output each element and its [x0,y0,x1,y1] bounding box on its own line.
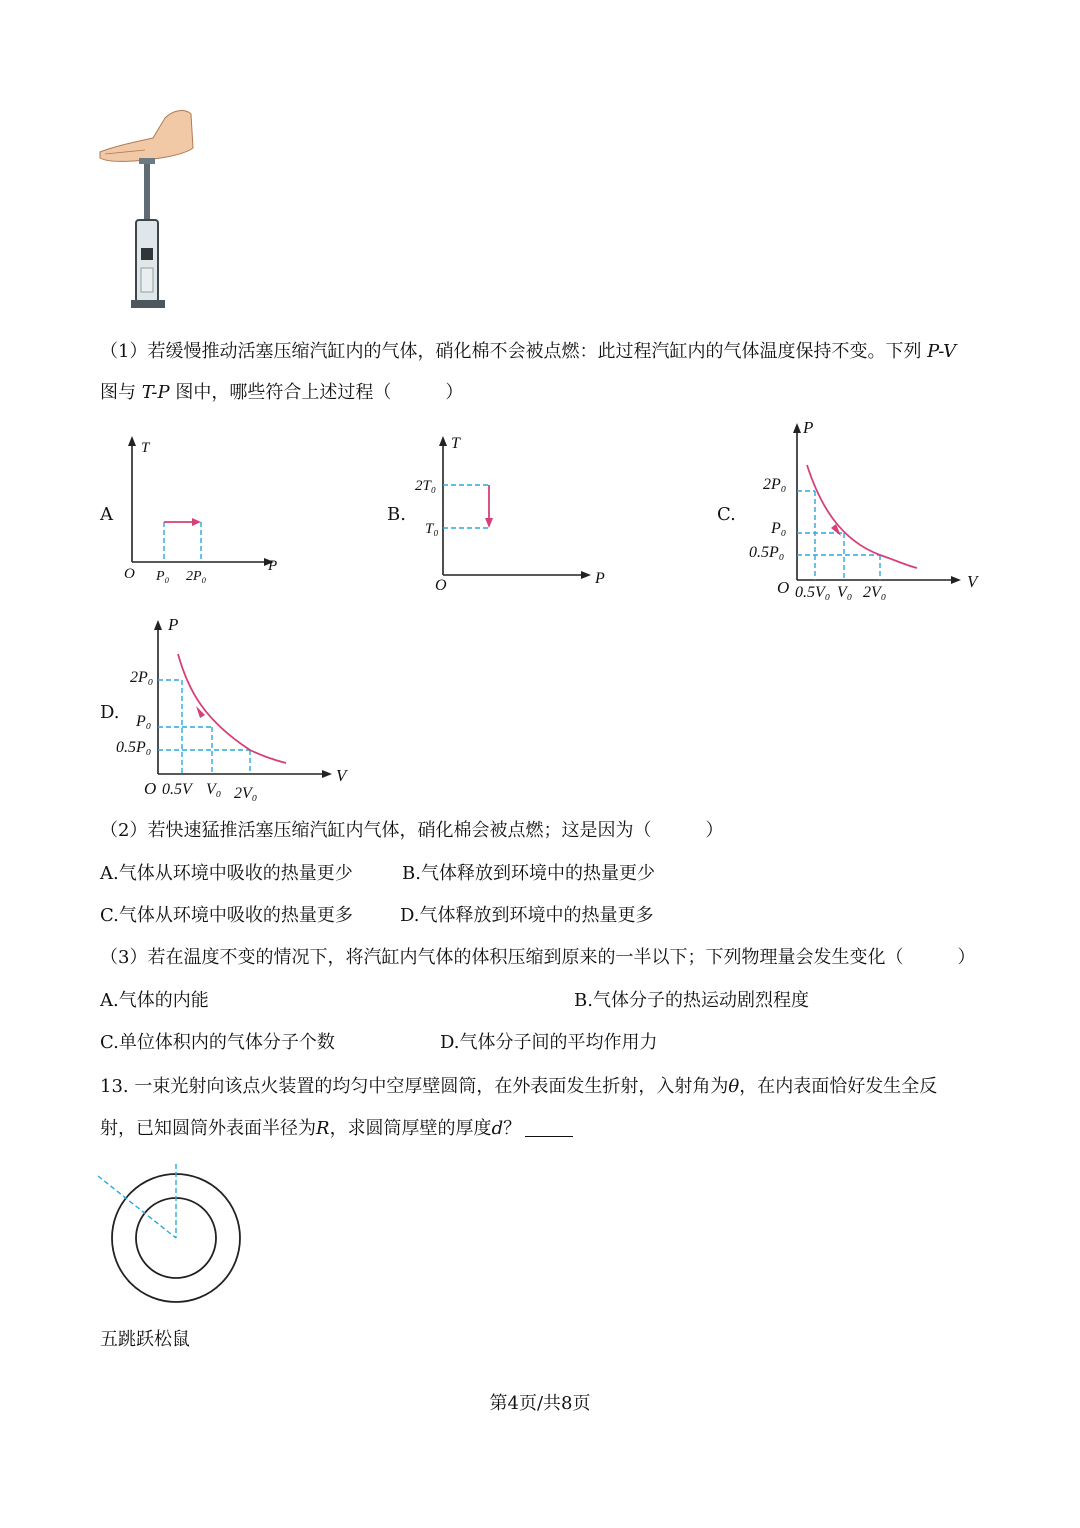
q1-stem-text-3: 图中，哪些符合上述过程（ ） [169,382,464,403]
q13-text-2: ，在内表面恰好发生全反 [739,1076,938,1097]
q3-option-d: D.气体分子间的平均作用力 [440,1032,658,1053]
q3-option-c: C.单位体积内的气体分子个数 [100,1032,335,1053]
graph-a-process-arrow [192,518,201,526]
q13-text-5: ？ [503,1118,522,1139]
graph-d-isotherm-curve [178,654,286,763]
graph-b-label: B. [387,504,406,525]
graph-b-x-label: P [595,570,605,587]
graph-d-x-label: V [336,766,347,785]
graph-a-y-label: T [141,440,150,456]
graph-a-xtick-2p0: 2P₀ [186,569,207,584]
graph-a-origin: O [124,566,135,582]
q13-line2 [100,1117,573,1141]
graph-a [110,430,290,590]
graph-b-process-arrow [485,518,493,528]
q2-option-d: D.气体释放到环境中的热量更多 [400,905,654,926]
graph-d-ytick-05p0: 0.5P₀ [116,739,152,756]
q2-option-a: A.气体从环境中吸收的热量更少 [100,863,353,884]
graph-d-ytick-p0: P₀ [136,713,152,730]
q13-text-4: ，求圆筒厚壁的厚度 [329,1118,492,1139]
graph-c-ytick-2p0: 2P₀ [763,476,787,493]
q1-tp-variable: T-P [141,382,170,403]
graph-c [745,415,990,610]
q2-option-b: B.气体释放到环境中的热量更少 [402,863,655,884]
q3-option-a: A.气体的内能 [100,990,209,1011]
graph-a-y-arrow [128,436,136,446]
graph-d [112,612,357,807]
graph-c-isotherm-curve [807,465,917,568]
graph-b-ytick-t0: T₀ [425,521,439,537]
q1-pv-variable: P-V [927,341,957,362]
graph-c-y-arrow [793,423,801,433]
graph-a-x-label: P [268,558,278,574]
graph-c-ytick-05p0: 0.5P₀ [749,544,785,561]
q13-text-1: 13. 一束光射向该点火装置的均匀中空厚壁圆筒，在外表面发生折射，入射角为 [100,1076,729,1097]
graph-d-xtick-2v0: 2V₀ [234,785,258,802]
graph-d-xtick-v0: V₀ [206,781,222,798]
graph-b-x-arrow [581,571,591,579]
graph-c-label: C. [717,504,736,525]
section-heading: 五跳跃松鼠 [100,1329,190,1350]
graph-c-xtick-v0: V₀ [837,584,853,601]
graph-c-origin: O [777,578,790,597]
q13-answer-blank[interactable] [525,1118,573,1137]
graph-b [415,430,615,595]
graph-d-x-arrow [322,770,332,778]
q2-stem: （2）若快速猛推活塞压缩汽缸内气体，硝化棉会被点燃；这是因为（ ） [100,820,724,841]
graph-c-xtick-05v0: 0.5V₀ [795,584,831,601]
graph-d-label: D. [100,702,120,723]
q1-stem-line1 [100,340,956,364]
q1-stem-line2 [100,381,463,405]
graph-d-xtick-05v: 0.5V [162,781,192,798]
q13-thickness-var: d [491,1118,504,1139]
q1-stem-text: （1）若缓慢推动活塞压缩汽缸内的气体，硝化棉不会被点燃：此过程汽缸内的气体温度保持不变。下列 [100,341,928,362]
q13-radius-var: R [316,1118,330,1139]
q3-stem: （3）若在温度不变的情况下，将汽缸内气体的体积压缩到原来的一半以下；下列物理量会发生变化（ ） [100,947,976,968]
graph-c-x-label: V [967,572,978,591]
q13-text-3: 射，已知圆筒外表面半径为 [100,1118,316,1139]
graph-b-y-label: T [451,435,460,452]
page-footer: 第4页/共8页 [489,1393,591,1414]
q1-stem-text-2: 图与 [100,382,142,403]
graph-c-y-label: P [803,418,814,437]
graph-d-ytick-2p0: 2P₀ [130,669,154,686]
graph-b-origin: O [435,577,447,594]
piston-apparatus-illustration [95,108,205,318]
graph-a-label: A [100,504,113,525]
graph-a-xtick-p0: P₀ [156,569,170,584]
graph-b-ytick-2t0: 2T₀ [415,478,437,494]
graph-d-y-arrow [154,620,162,630]
graph-c-x-arrow [951,576,961,584]
q2-option-c: C.气体从环境中吸收的热量更多 [100,905,353,926]
graph-b-y-arrow [439,436,447,446]
q13-theta: θ [728,1076,740,1097]
graph-c-ytick-p0: P₀ [771,520,787,537]
q3-option-b: B.气体分子的热运动剧烈程度 [574,990,809,1011]
cylinder-cross-section-diagram [96,1160,246,1310]
graph-c-xtick-2v0: 2V₀ [863,584,887,601]
graph-d-y-label: P [168,615,179,634]
graph-d-origin: O [144,779,157,798]
q13-line1 [100,1075,937,1099]
